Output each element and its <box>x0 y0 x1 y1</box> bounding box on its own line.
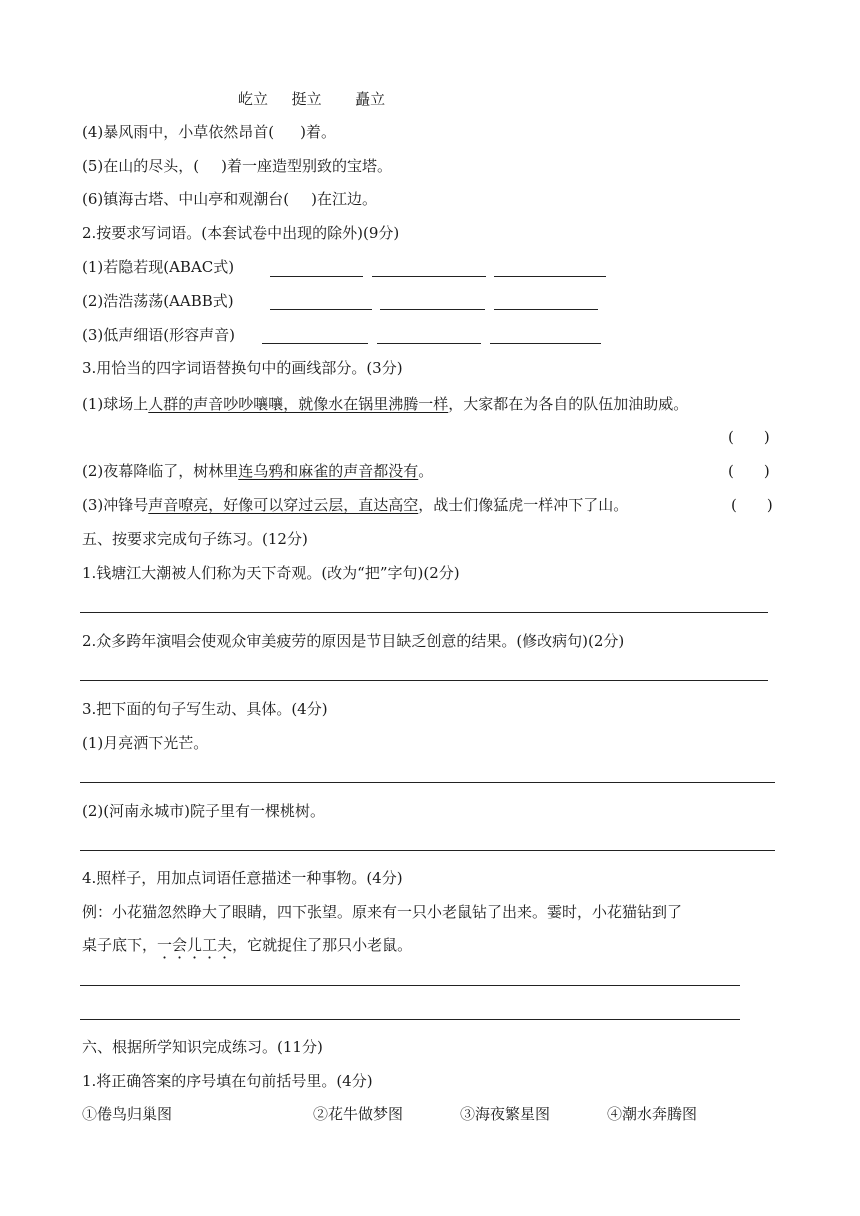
option: ①倦鸟归巢图 <box>82 1105 173 1123</box>
fill-item <box>82 156 392 176</box>
answer-blank[interactable] <box>490 343 601 344</box>
word-choice: 挺立 <box>291 90 322 108</box>
sentence-text: (1)球场上 <box>82 395 149 413</box>
sentence-text: (2)夜幕降临了，树林里 <box>82 462 239 480</box>
example-text: ，它就捉住了那只小老鼠。 <box>232 936 413 954</box>
answer-blank[interactable] <box>372 276 486 277</box>
example-line: 例：小花猫忽然睁大了眼睛，四下张望。原来有一只小老鼠钻了出来。霎时，小花猫钻到了 <box>82 903 683 921</box>
fill-item <box>82 122 336 142</box>
word-choice: 屹立 <box>238 90 269 108</box>
dotted-char: 夫 <box>217 936 233 954</box>
sentence-text: 。 <box>418 462 434 480</box>
answer-paren[interactable]: ( ) <box>731 496 773 514</box>
fill-prefix: (5)在山的尽头，( <box>82 157 200 175</box>
answer-line[interactable] <box>80 782 775 783</box>
answer-line[interactable] <box>80 680 768 681</box>
underlined-phrase: 连乌鸦和麻雀的声音都没有 <box>238 462 419 480</box>
dotted-char: 会 <box>172 936 188 954</box>
answer-line[interactable] <box>80 985 740 986</box>
q3-sentence <box>82 394 688 414</box>
q3-sentence <box>82 495 628 515</box>
sentence-text: (3)冲锋号 <box>82 496 149 514</box>
q3-title: 3.用恰当的四字词语替换句中的画线部分。(3分) <box>82 359 403 377</box>
q2-item: (3)低声细语(形容声音) <box>82 326 235 344</box>
option: ③海夜繁星图 <box>460 1105 551 1123</box>
sentence-text: ，战士们像猛虎一样冲下了山。 <box>418 496 629 514</box>
dotted-char: 一 <box>157 936 173 954</box>
sentence-text: ，大家都在为各自的队伍加油助威。 <box>448 395 689 413</box>
s6-q1: 1.将正确答案的序号填在句前括号里。(4分) <box>82 1072 373 1090</box>
dotted-char: 工 <box>202 936 218 954</box>
q2-item: (2)浩浩荡荡(AABB式) <box>82 292 234 310</box>
answer-blank[interactable] <box>270 276 363 277</box>
answer-blank[interactable] <box>270 309 372 310</box>
q3-sentence <box>82 461 433 481</box>
example-text: 桌子底下， <box>82 936 158 954</box>
underlined-phrase: 声音嘹亮，好像可以穿过云层，直达高空 <box>148 496 419 514</box>
option: ②花牛做梦图 <box>313 1105 404 1123</box>
example-line <box>82 935 412 955</box>
s5-q4: 4.照样子，用加点词语任意描述一种事物。(4分) <box>82 869 403 887</box>
fill-prefix: (4)暴风雨中，小草依然昂首( <box>82 123 275 141</box>
answer-paren[interactable]: ( ) <box>728 462 770 480</box>
answer-blank[interactable] <box>380 309 485 310</box>
q2-title: 2.按要求写词语。(本套试卷中出现的除外)(9分) <box>82 224 400 242</box>
q2-item: (1)若隐若现(ABAC式) <box>82 258 235 276</box>
s5-q3-2: (2)(河南永城市)院子里有一棵桃树。 <box>82 802 325 820</box>
fill-suffix: )着。 <box>300 123 336 141</box>
answer-blank[interactable] <box>262 343 368 344</box>
s5-q3-1: (1)月亮洒下光芒。 <box>82 734 209 752</box>
fill-item <box>82 189 377 209</box>
s5-q2: 2.众多跨年演唱会使观众审美疲劳的原因是节目缺乏创意的结果。(修改病句)(2分) <box>82 632 625 650</box>
section-6-title: 六、根据所学知识完成练习。(11分) <box>82 1038 323 1056</box>
answer-line[interactable] <box>80 850 775 851</box>
answer-blank[interactable] <box>377 343 481 344</box>
dotted-phrase <box>157 936 232 954</box>
fill-suffix: )着一座造型别致的宝塔。 <box>221 157 392 175</box>
fill-prefix: (6)镇海古塔、中山亭和观潮台( <box>82 190 290 208</box>
answer-line[interactable] <box>80 612 768 613</box>
fill-suffix: )在江边。 <box>311 190 377 208</box>
answer-paren[interactable]: ( ) <box>728 428 770 446</box>
s5-q1: 1.钱塘江大潮被人们称为天下奇观。(改为“把”字句)(2分) <box>82 564 460 582</box>
section-5-title: 五、按要求完成句子练习。(12分) <box>82 530 308 548</box>
word-choice: 矗立 <box>355 90 386 108</box>
answer-blank[interactable] <box>494 276 606 277</box>
option: ④潮水奔腾图 <box>607 1105 698 1123</box>
s5-q3: 3.把下面的句子写生动、具体。(4分) <box>82 700 328 718</box>
dotted-char: 儿 <box>187 936 203 954</box>
word-choices <box>238 89 385 109</box>
underlined-phrase: 人群的声音吵吵嚷嚷，就像水在锅里沸腾一样 <box>148 395 449 413</box>
answer-line[interactable] <box>80 1019 740 1020</box>
answer-blank[interactable] <box>494 309 598 310</box>
